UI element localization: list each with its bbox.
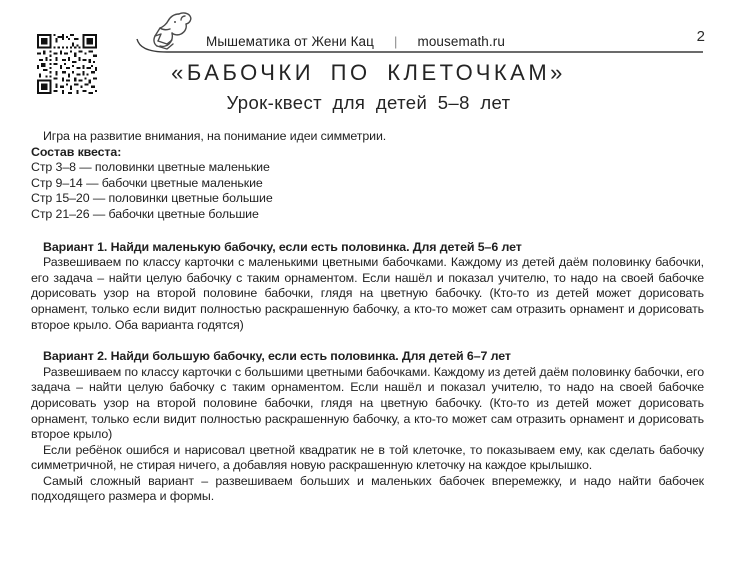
quest-heading: Состав квеста: [31, 144, 122, 159]
quest-item: Стр 15–20 — половинки цветные большие [31, 191, 273, 206]
variant-2-section [31, 349, 704, 505]
page-title: «БАБОЧКИ ПО КЛЕТОЧКАМ» [171, 60, 566, 85]
hardest-variant-paragraph: Самый сложный вариант – развешиваем больших и маленьких бабочек вперемежку, и надо найти бабочек подходящего размера и формы. [31, 473, 704, 504]
intro-paragraph: Игра на развитие внимания, на понимание идеи симметрии. [43, 129, 387, 143]
variant-1-heading: Вариант 1. Найди маленькую бабочку, если есть половинка. Для детей 5–6 лет [43, 239, 522, 254]
quest-item: Стр 3–8 — половинки цветные маленькие [31, 160, 270, 175]
brand-name: Мышематика от Жени Кац [206, 34, 374, 49]
quest-item: Стр 9–14 — бабочки цветные маленькие [31, 175, 263, 190]
mistake-note-paragraph: Если ребёнок ошибся и нарисовал цветной квадратик не в той клеточке, то показываем ему, как сделать бабочку симметричной, не стирая ничего, а добавляя новую раскрашенную клеточку на каждое крылышко. [31, 442, 704, 473]
document-body [31, 129, 704, 505]
header-separator: | [393, 34, 398, 49]
site-url: mousemath.ru [417, 34, 505, 49]
page-number: 2 [696, 28, 705, 45]
variant-1-section [31, 240, 704, 334]
variant-2-body: Развешиваем по классу карточки с большими цветными бабочками. Каждому из детей даём половинку бабочки, его задача – найти целую бабочку с таким орнаментом. Если нашёл и показал учителю, то надо на своей бабочке дорисовать узор на второй половине бабочки, глядя на цветную бабочку. (Кто-то из детей может дорисовать орнамент, только если видит полностью раскрашенную бабочку, а кто-то может сам отразить орнамент и дорисовать второе крыло) [31, 364, 704, 442]
quest-contents [31, 145, 704, 223]
variant-2-heading: Вариант 2. Найди большую бабочку, если есть половинка. Для детей 6–7 лет [43, 349, 511, 364]
quest-item: Стр 21–26 — бабочки цветные большие [31, 206, 259, 221]
variant-1-body: Развешиваем по классу карточки с маленькими цветными бабочками. Каждому из детей даём половинку бабочки, его задача – найти целую бабочку с таким орнаментом. Если нашёл и показал учителю, то надо на своей бабочке дорисовать узор на второй половине бабочки, глядя на цветную бабочку. (Кто-то из детей может дорисовать орнамент, только если видит полностью раскрашенную бабочку, а кто-то может сам отразить орнамент и дорисовать второе крыло. Оба варианта годятся) [31, 255, 704, 332]
page-subtitle: Урок-квест для детей 5–8 лет [226, 92, 511, 113]
header-rule [133, 38, 705, 56]
